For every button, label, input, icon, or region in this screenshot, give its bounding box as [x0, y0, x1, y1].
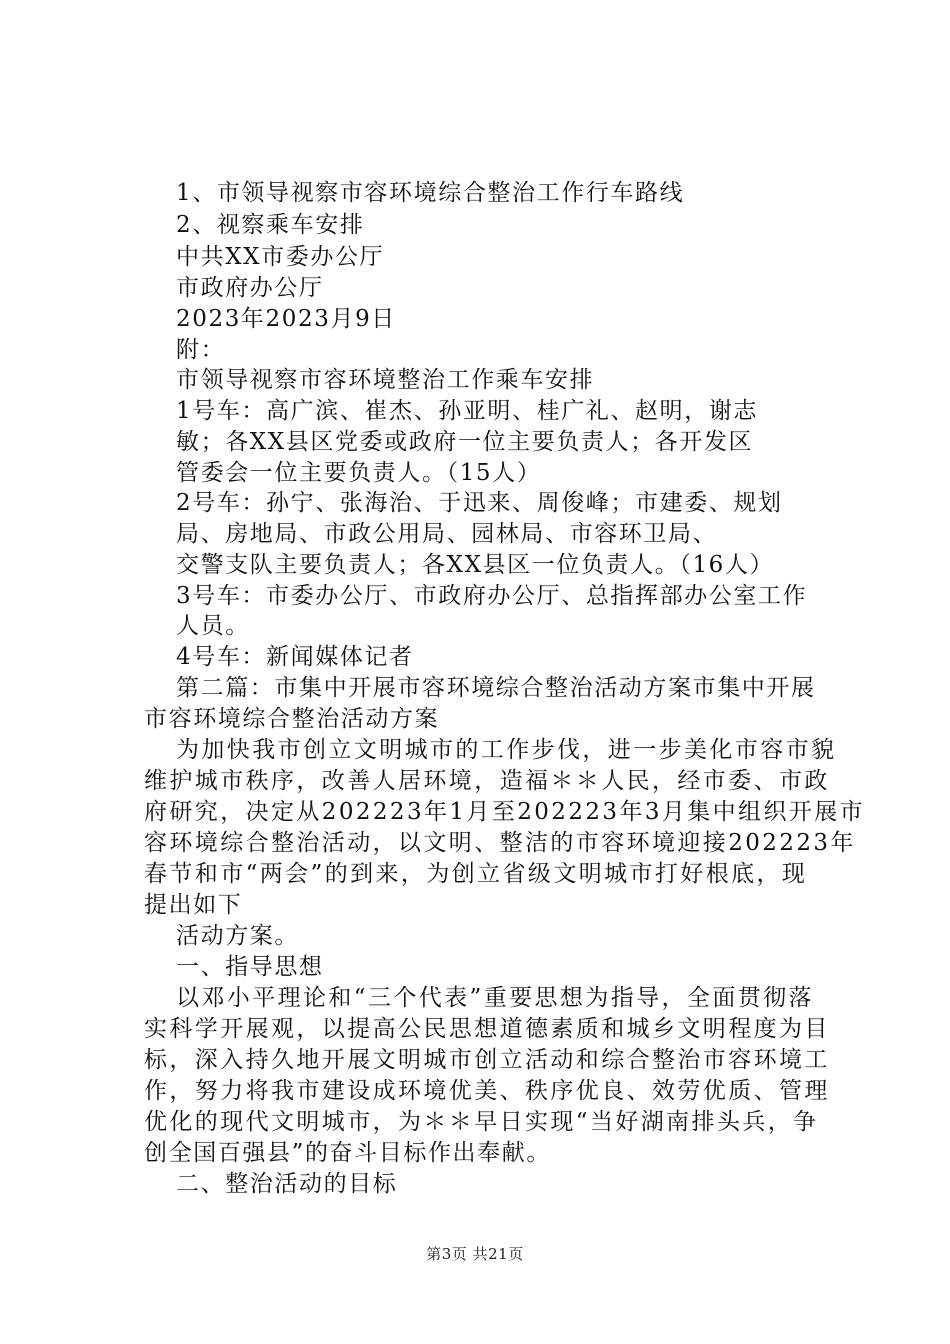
doc-line: 优化的现代文明城市，为＊＊早日实现“当好湖南排头兵，争	[144, 1109, 819, 1135]
doc-line: 4号车：新闻媒体记者	[176, 644, 414, 670]
doc-line: 2、视察乘车安排	[176, 212, 365, 238]
doc-line: 2号车：孙宁、张海治、于迅来、周俊峰；市建委、规划	[176, 490, 783, 516]
doc-line: 标，深入持久地开展文明城市创立活动和综合整治市容环境工	[144, 1047, 830, 1073]
doc-line: 2023年2023月9日	[176, 306, 396, 332]
page-number-footer: 第3页 共21页	[426, 1245, 524, 1263]
doc-line: 为加快我市创立文明城市的工作步伐，进一步美化市容市貌	[176, 737, 837, 763]
doc-line: 一、指导思想	[176, 954, 324, 980]
doc-line: 春节和市“两会”的到来，为创立省级文明城市打好根底，现	[144, 861, 808, 887]
doc-line: 二、整治活动的目标	[176, 1171, 398, 1197]
doc-line: 活动方案。	[176, 923, 299, 949]
doc-line: 附：	[176, 337, 226, 363]
doc-line: 市领导视察市容环境整治工作乘车安排	[176, 367, 595, 393]
doc-line: 敏；各XX县区党委或政府一位主要负责人；各开发区	[176, 429, 754, 455]
doc-line: 维护城市秩序，改善人居环境，造福＊＊人民，经市委、市政	[144, 768, 830, 794]
doc-line: 交警支队主要负责人；各XX县区一位负责人。（16人）	[176, 552, 775, 578]
doc-line: 实科学开展观，以提高公民思想道德素质和城乡文明程度为目	[144, 1016, 830, 1042]
doc-line: 局、房地局、市政公用局、园林局、市容环卫局、	[176, 521, 718, 547]
doc-line: 中共XX市委办公厅	[176, 244, 385, 270]
doc-line: 作，努力将我市建设成环境优美、秩序优良、效劳优质、管理	[144, 1078, 830, 1104]
doc-line: 3号车：市委办公厅、市政府办公厅、总指挥部办公室工作	[176, 583, 808, 609]
doc-line: 市容环境综合整治活动方案	[144, 706, 440, 732]
doc-line: 第二篇：市集中开展市容环境综合整治活动方案市集中开展	[176, 675, 816, 701]
doc-line: 人员。	[176, 613, 250, 639]
doc-line: 管委会一位主要负责人。（15人）	[176, 460, 542, 486]
doc-line: 1、市领导视察市容环境综合整治工作行车路线	[176, 180, 685, 206]
doc-line: 提出如下	[144, 892, 243, 918]
doc-line: 1号车：高广滨、崔杰、孙亚明、桂广礼、赵明，谢志	[176, 398, 759, 424]
doc-line: 市政府办公厅	[176, 275, 324, 301]
doc-line: 府研究，决定从202223年1月至202223年3月集中组织开展市	[144, 799, 866, 825]
doc-line: 容环境综合整治活动，以文明、整洁的市容环境迎接202223年	[144, 830, 856, 856]
doc-line: 以邓小平理论和“三个代表”重要思想为指导，全面贯彻落	[176, 985, 814, 1011]
doc-line: 创全国百强县”的奋斗目标作出奉献。	[144, 1140, 551, 1166]
